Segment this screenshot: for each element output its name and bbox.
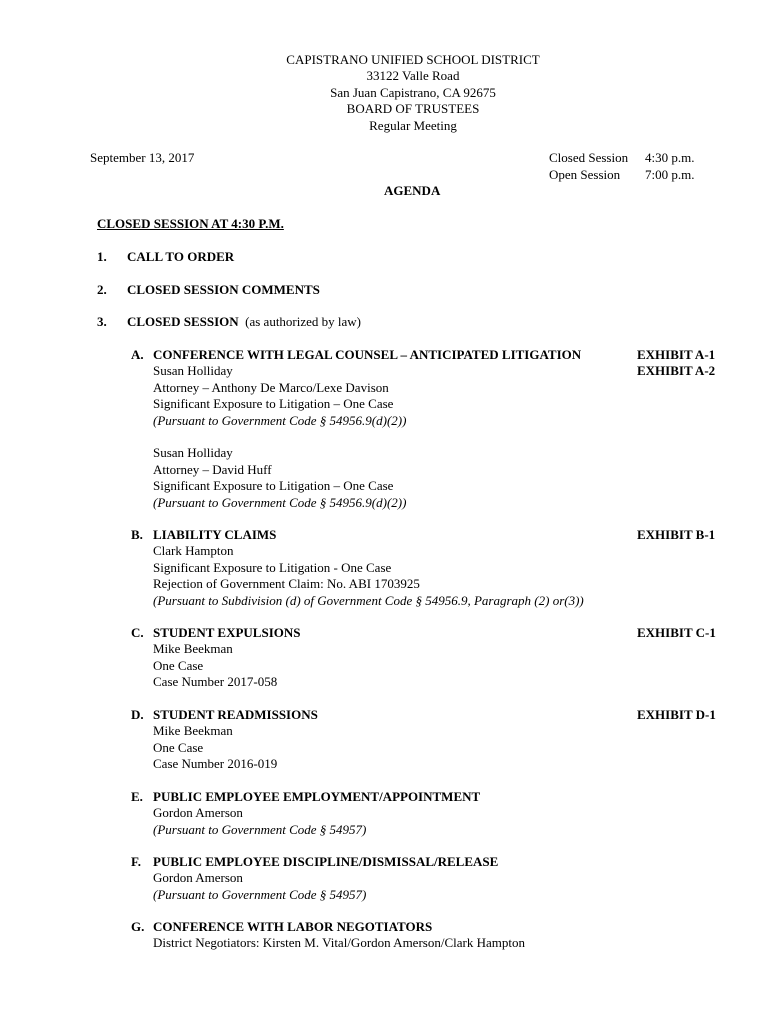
subitem-b-line: Clark Hampton	[153, 543, 234, 559]
subitem-letter: D.	[131, 707, 144, 722]
subitem-c-line: Case Number 2017-058	[153, 674, 278, 690]
closed-session-note: (as authorized by law)	[245, 314, 362, 329]
subitem-c-line: Mike Beekman	[153, 641, 233, 657]
closed-session-time: 4:30 p.m.	[645, 150, 695, 165]
subitem-b-line: Rejection of Government Claim: No. ABI 1703925	[153, 576, 420, 592]
subitem-f	[153, 854, 498, 903]
subitem-g-line: District Negotiators: Kirsten M. Vital/Gordon Amerson/Clark Hampton	[153, 935, 525, 951]
subitem-letter: A.	[131, 347, 144, 362]
subitem-a-line: Attorney – David Huff	[153, 461, 272, 477]
closed-session-label: Closed Session	[549, 150, 629, 165]
item-title-closed-session-comments: CLOSED SESSION COMMENTS	[127, 282, 320, 297]
document-header	[0, 52, 770, 134]
subitem-c	[153, 625, 301, 691]
exhibit-label: EXHIBIT A-2	[637, 363, 716, 379]
closed-session-heading: CLOSED SESSION AT 4:30 P.M.	[97, 216, 284, 231]
open-session-time: 7:00 p.m.	[645, 167, 695, 182]
meeting-type: Regular Meeting	[369, 117, 457, 133]
subitem-f-line: Gordon Amerson	[153, 870, 243, 886]
subitem-a-line: Attorney – Anthony De Marco/Lexe Davison	[153, 379, 389, 395]
subitem-g-title: CONFERENCE WITH LABOR NEGOTIATORS	[153, 919, 433, 934]
exhibit-label: EXHIBIT B-1	[637, 527, 716, 542]
subitem-a-citation: (Pursuant to Government Code § 54956.9(d)(2))	[153, 494, 407, 510]
subitem-b-title: LIABILITY CLAIMS	[153, 527, 277, 542]
subitem-a-citation: (Pursuant to Government Code § 54956.9(d)(2))	[153, 412, 407, 428]
subitem-c-title: STUDENT EXPULSIONS	[153, 625, 301, 640]
subitem-a-title: CONFERENCE WITH LEGAL COUNSEL – ANTICIPATED LITIGATION	[153, 347, 582, 362]
subitem-e-title: PUBLIC EMPLOYEE EMPLOYMENT/APPOINTMENT	[153, 789, 481, 804]
item-title-closed-session	[127, 314, 361, 330]
exhibit-label: EXHIBIT C-1	[637, 625, 716, 640]
item-number: 1.	[97, 249, 107, 264]
closed-session-title: CLOSED SESSION	[127, 314, 239, 329]
district-address: 33122 Valle Road	[366, 68, 460, 84]
subitem-a-line: Susan Holliday	[153, 363, 233, 379]
meeting-date: September 13, 2017	[90, 150, 195, 165]
district-name: CAPISTRANO UNIFIED SCHOOL DISTRICT	[286, 52, 540, 67]
subitem-c-line: One Case	[153, 657, 204, 673]
subitem-d-line: One Case	[153, 739, 204, 755]
item-title-call-to-order: CALL TO ORDER	[127, 249, 235, 264]
subitem-letter: B.	[131, 527, 143, 542]
subitem-e-citation: (Pursuant to Government Code § 54957)	[153, 821, 367, 837]
subitem-d	[153, 707, 318, 773]
subitem-a	[153, 347, 581, 511]
subitem-b-citation: (Pursuant to Subdivision (d) of Government Code § 54956.9, Paragraph (2) or(3))	[153, 592, 584, 608]
subitem-letter: C.	[131, 625, 144, 640]
subitem-letter: E.	[131, 789, 143, 804]
subitem-g	[153, 919, 525, 952]
subitem-e	[153, 789, 480, 838]
exhibit-label: EXHIBIT D-1	[637, 707, 716, 722]
item-number: 2.	[97, 282, 107, 297]
district-city: San Juan Capistrano, CA 92675	[330, 84, 496, 100]
subitem-d-line: Mike Beekman	[153, 723, 233, 739]
board-name: BOARD OF TRUSTEES	[346, 101, 480, 117]
subitem-a-line: Significant Exposure to Litigation – One Case	[153, 396, 394, 412]
subitem-a-line: Susan Holliday	[153, 445, 233, 461]
item-number: 3.	[97, 314, 107, 329]
subitem-f-title: PUBLIC EMPLOYEE DISCIPLINE/DISMISSAL/RELEASE	[153, 854, 499, 869]
subitem-e-line: Gordon Amerson	[153, 805, 243, 821]
open-session-label: Open Session	[549, 167, 621, 182]
subitem-d-line: Case Number 2016-019	[153, 756, 278, 772]
agenda-title: AGENDA	[384, 183, 441, 198]
subitem-letter: G.	[131, 919, 145, 934]
subitem-f-citation: (Pursuant to Government Code § 54957)	[153, 886, 367, 902]
subitem-b-line: Significant Exposure to Litigation - One Case	[153, 559, 392, 575]
subitem-b	[153, 527, 584, 609]
subitem-a-line: Significant Exposure to Litigation – One Case	[153, 478, 394, 494]
subitem-d-title: STUDENT READMISSIONS	[153, 707, 318, 722]
subitem-letter: F.	[131, 854, 141, 869]
exhibit-label: EXHIBIT A-1	[637, 347, 716, 362]
exhibit-list-a	[637, 347, 715, 380]
